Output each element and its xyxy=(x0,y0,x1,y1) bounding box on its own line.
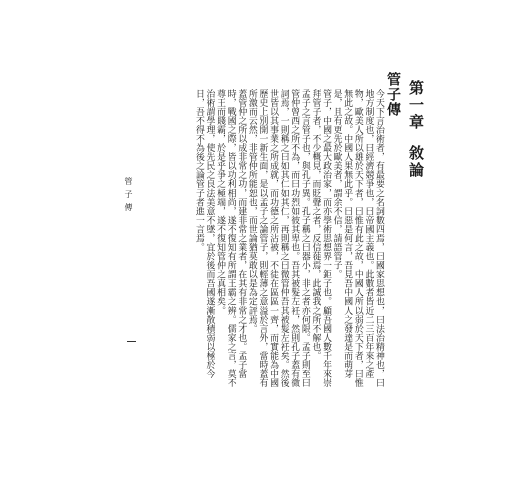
running-title: 管子傳 xyxy=(124,177,133,216)
paragraph-3: 孟子之言管子也，與孔子異。孔子稱之曰器小，非之者亦何限。孟子則至曰管仲曾西之所不為，而曰功烈如彼其卑也。吾其被髮左衽，然則孔子蓋有微詞焉，一則稱之曰如其仁如其仁，再則稱之曰微管仲吾其被髮左衽矣。然後世皆以其事業之所成就，而功德之所沾被，不徒在區區一齊，而實能為中國歷史上別開一新生面，是以孟子之論管子，則輕薄之意溢於言外，當時蓋有所激而云然，非管仲所能恕也，而世論猶莫敢以是為定評焉。 xyxy=(246,89,310,388)
chapter-number: 第一章 xyxy=(407,80,425,131)
paragraph-4: 蓋管仲之所以成非常之功，而建非常之業者，在其有非常之才也。孟子當時，戰國之際，皆以功利相尚，遂不復知有所謂王霸之辨。儒家之言，莫不尊王而賤霸，於是乎爭之極端，遂不復知管仲之真相矣。 xyxy=(215,89,247,388)
book-title: 管子傳 xyxy=(385,72,401,117)
paragraph-2: 管子，中國之最大政治家，而亦學術思想界一鉅子也。顧吾國人數千年來崇拜管子者，不少概見，而貶聲之者，反信蓰焉，此誠我之所不解也。 xyxy=(310,89,332,388)
paragraph-1: 今天下言治術者，有最要之名詞數四焉，曰國家思想也，曰法治精神也，曰地方制度也，曰經濟競爭也，曰帝國主義也。此數者皆近二三百年來之產物，歐美人所以雄於天下者，曰惟有此之故，中國人所以弱於天下者，曰惟無此之故。中國人果無此乎。曰惡是何言，吾見吾中國人之發達是而萌芽是，且有更先於歐美者，謂余不信，請語管子。 xyxy=(331,89,384,388)
chapter-title-text: 敘論 xyxy=(407,145,425,179)
paragraph-5: 治術謂學理，使先民之良法美意不墜，宜於後而吾國遂漸散積弱以極於今日，吾不得不為後之論管子者進一言焉。 xyxy=(193,89,215,379)
chapter-heading xyxy=(408,80,423,179)
page-number-mark xyxy=(127,341,136,342)
chapter-body xyxy=(104,89,384,389)
